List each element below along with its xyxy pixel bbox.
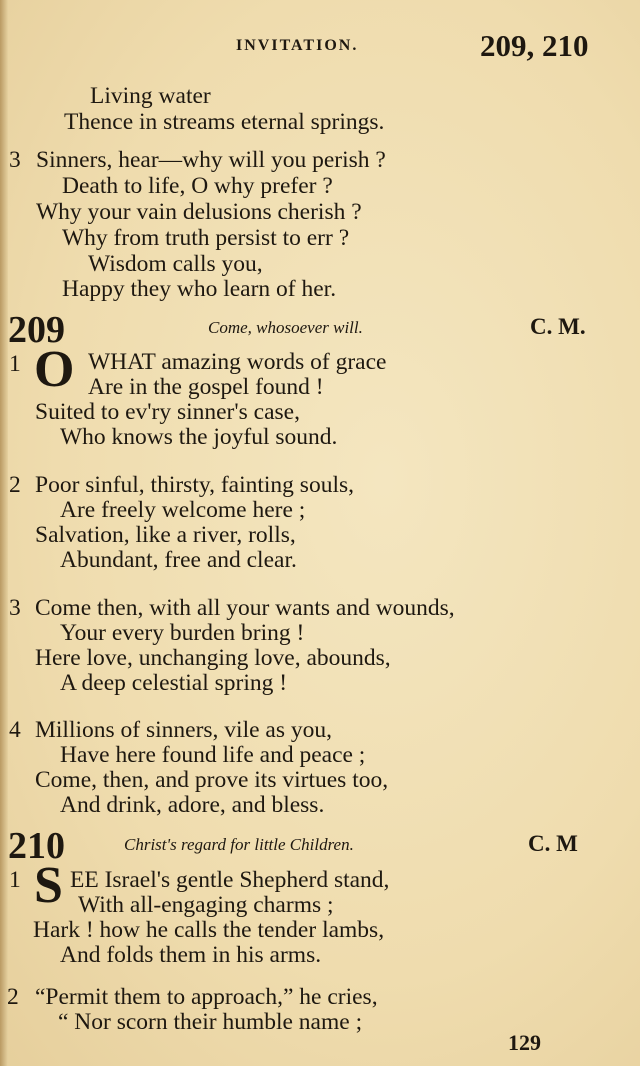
stanza-number: 4 — [9, 717, 21, 743]
verse-line: And folds them in his arms. — [60, 942, 322, 968]
verse-line: Who knows the joyful sound. — [60, 424, 338, 450]
carryover-line: Living water — [90, 83, 211, 109]
running-header-hymn-numbers: 209, 210 — [480, 28, 589, 63]
verse-line: And drink, adore, and bless. — [60, 792, 325, 818]
running-header-section: INVITATION. — [236, 37, 359, 54]
hymn-meter: C. M — [528, 831, 578, 856]
verse-line: “Permit them to approach,” he cries, — [35, 984, 378, 1010]
drop-cap: O — [34, 341, 75, 398]
carryover-line: Thence in streams eternal springs. — [64, 109, 385, 135]
verse-line: Come then, with all your wants and wounds, — [35, 595, 455, 621]
hymn-title: Come, whosoever will. — [208, 318, 363, 337]
drop-cap: S — [34, 857, 63, 914]
verse-line: Why your vain delusions cherish ? — [36, 199, 362, 225]
stanza-number: 3 — [9, 595, 21, 621]
verse-line: Here love, unchanging love, abounds, — [35, 645, 391, 671]
verse-line: Salvation, like a river, rolls, — [35, 522, 296, 548]
verse-line: Abundant, free and clear. — [60, 547, 297, 573]
verse-line: Poor sinful, thirsty, fainting souls, — [35, 472, 354, 498]
stanza-number: 3 — [9, 147, 21, 173]
verse-line: Are freely welcome here ; — [60, 497, 306, 523]
page-number: 129 — [508, 1030, 541, 1055]
verse-line: WHAT amazing words of grace — [88, 349, 387, 375]
verse-line: “ Nor scorn their humble name ; — [58, 1009, 363, 1035]
hymn-number: 209 — [8, 309, 65, 351]
verse-line: Hark ! how he calls the tender lambs, — [33, 917, 385, 943]
verse-line: Have here found life and peace ; — [60, 742, 366, 768]
hymn-title: Christ's regard for little Children. — [124, 835, 354, 854]
stanza-number: 1 — [9, 351, 21, 377]
stanza-number: 2 — [7, 984, 19, 1010]
stanza-number: 1 — [9, 867, 21, 893]
verse-line: Death to life, O why prefer ? — [62, 173, 333, 199]
verse-line: A deep celestial spring ! — [60, 670, 288, 696]
verse-line: EE Israel's gentle Shepherd stand, — [70, 867, 390, 893]
verse-line: Come, then, and prove its virtues too, — [35, 767, 389, 793]
hymn-meter: C. M. — [530, 314, 586, 339]
verse-line: Millions of sinners, vile as you, — [35, 717, 332, 743]
verse-line: Are in the gospel found ! — [88, 374, 324, 400]
verse-line: Happy they who learn of her. — [62, 276, 337, 302]
page-gutter — [0, 0, 8, 1066]
verse-line: Sinners, hear—why will you perish ? — [36, 147, 386, 173]
verse-line: With all-engaging charms ; — [78, 892, 334, 918]
verse-line: Why from truth persist to err ? — [62, 225, 350, 251]
verse-line: Suited to ev'ry sinner's case, — [35, 399, 300, 425]
stanza-number: 2 — [9, 472, 21, 498]
hymn-number: 210 — [8, 825, 65, 867]
verse-line: Your every burden bring ! — [60, 620, 305, 646]
verse-line: Wisdom calls you, — [88, 251, 263, 277]
